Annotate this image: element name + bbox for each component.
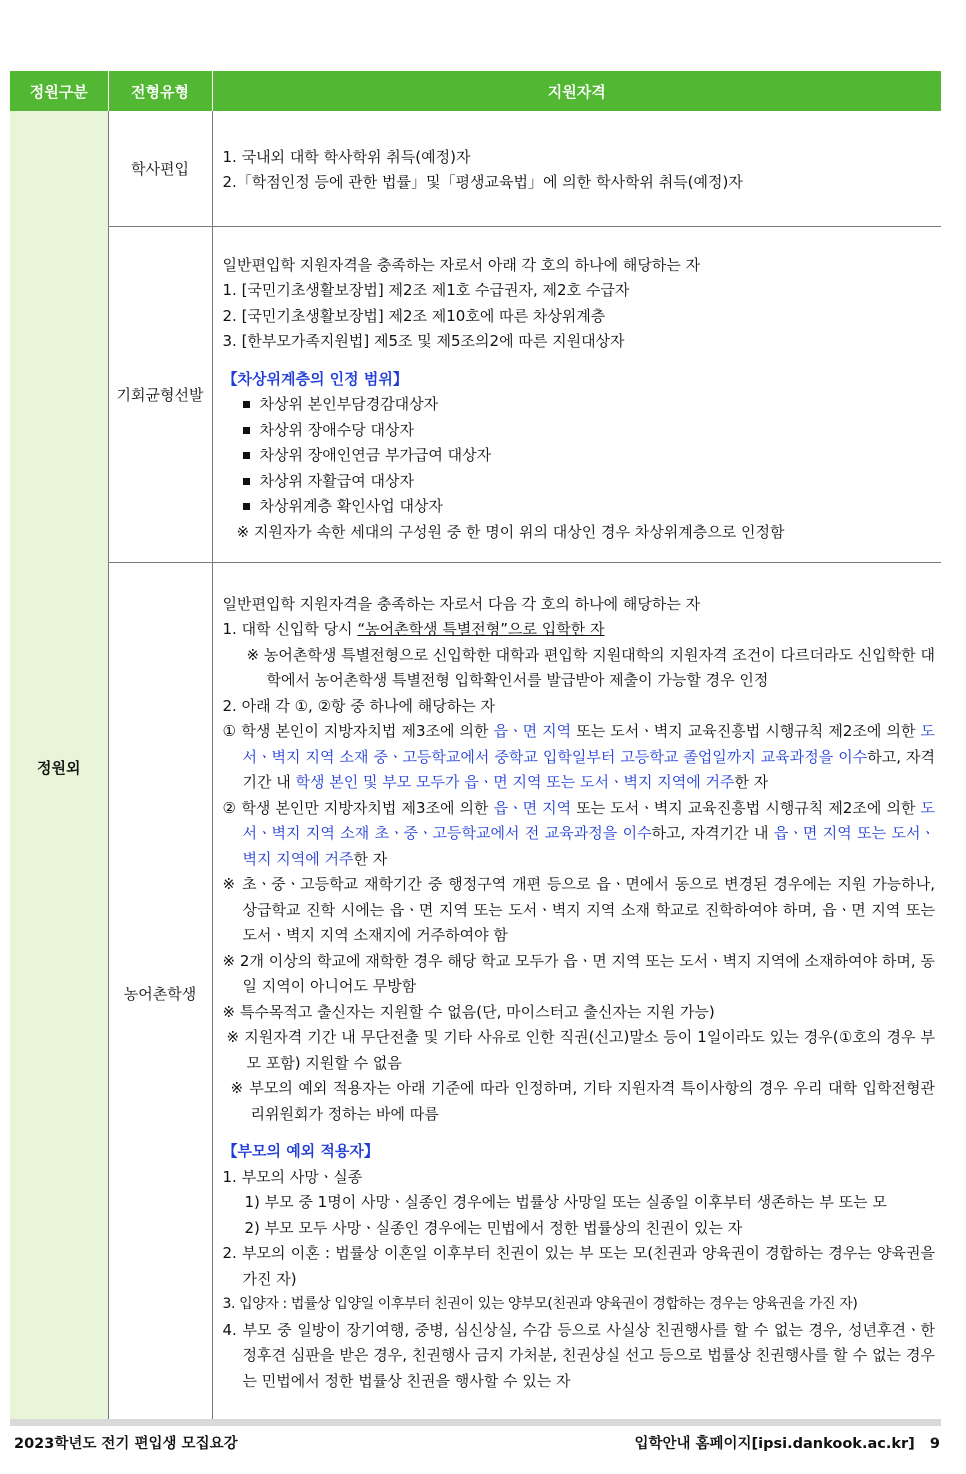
qualification-cell — [212, 562, 941, 1424]
category-cell: 정원외 — [10, 111, 108, 1424]
qualification-cell — [212, 226, 941, 562]
header-quota: 정원구분 — [10, 71, 108, 111]
type-cell: 농어촌학생 — [108, 562, 212, 1424]
bullet-item: 차상위계층 확인사업 대상자 — [223, 494, 936, 520]
exception-subitem: 2) 부모 모두 사망ㆍ실종인 경우에는 민법에서 정한 법률상의 친권이 있는 자 — [244, 1218, 743, 1237]
bullet-item: 차상위 자활급여 대상자 — [223, 469, 936, 495]
qualification-cell — [212, 111, 941, 226]
intro-text: 일반편입학 지원자격을 충족하는 자로서 다음 각 호의 하나에 해당하는 자 — [222, 594, 701, 613]
note-text: ※ 농어촌학생 특별전형으로 신입학한 대학과 편입학 지원대학의 지원자격 조건이 다르더라도 신입학한 대학에서 농어촌학생 특별전형 입학확인서를 발급받아 제출이 가능할 경우 인정 — [246, 645, 935, 690]
footer-title: 2023학년도 전기 편입생 모집요강 — [14, 1436, 238, 1452]
qualification-item: 1. [국민기초생활보장법] 제2조 제1호 수급권자, 제2호 수급자 — [222, 281, 630, 300]
qualification-line: 1. 국내외 대학 학사학위 취득(예정)자 — [222, 147, 471, 166]
exception-item: 2. 부모의 이혼 : 법률상 이혼일 이후부터 친권이 있는 부 또는 모(친권과 양육권이 경합하는 경우는 양육권을 가진 자) — [222, 1244, 935, 1288]
header-qualification: 지원자격 — [212, 71, 941, 111]
exception-item: 4. 부모 중 일방이 장기여행, 중병, 심신상실, 수감 등으로 사실상 친권행사를 할 수 없는 경우, 성년후견ㆍ한정후견 심판을 받은 경우, 친권행사 금지 가처분, 친권상실 선고 등으로 법률상 친권행사를 할 수 없는 경우는 민법에서 정한 법률상 친권을 행사할 수 있는 자 — [222, 1320, 935, 1390]
qualification-item: 3. [한부모가족지원법] 제5조 및 제5조의2에 따른 지원대상자 — [222, 332, 625, 351]
type-cell: 기회균형선발 — [108, 226, 212, 562]
bullet-item: 차상위 장애수당 대상자 — [223, 418, 936, 444]
footer-homepage-page-number: 입학안내 홈페이지[ipsi.dankook.ac.kr] 9 — [634, 1436, 940, 1452]
bullet-item: 차상위 본인부담경감대상자 — [223, 392, 936, 418]
table-row — [10, 226, 941, 562]
table-row — [10, 111, 941, 226]
square-bullet-icon — [243, 452, 250, 459]
condition-1: ① 학생 본인이 지방자치법 제3조에 의한 읍ㆍ면 지역 또는 도서ㆍ벽지 교육진흥법 시행규칙 제2조에 의한 도서ㆍ벽지 지역 소재 중ㆍ고등학교에서 중학교 입학일부터 고등학교 졸업일까지 교육과정을 이수하고, 자격기간 내 학생 본인 및 부모 모두가 읍ㆍ면 지역 또는 도서ㆍ벽지 지역에 거주한 자 — [222, 722, 936, 792]
exception-item: 3. 입양자 : 법률상 입양일 이후부터 친권이 있는 양부모(친권과 양육권이 경합하는 경우는 양육권을 가진 자) — [222, 1296, 858, 1313]
condition-2: ② 학생 본인만 지방자치법 제3조에 의한 읍ㆍ면 지역 또는 도서ㆍ벽지 교육진흥법 시행규칙 제2조에 의한 도서ㆍ벽지 지역 소재 초ㆍ중ㆍ고등학교에서 전 교육과정을 이수하고, 자격기간 내 읍ㆍ면 지역 또는 도서ㆍ벽지 지역에 거주한 자 — [222, 798, 936, 868]
square-bullet-icon — [243, 401, 250, 408]
exception-subitem: 1) 부모 중 1명이 사망ㆍ실종인 경우에는 법률상 사망일 또는 실종일 이후부터 생존하는 부 또는 모 — [244, 1193, 887, 1212]
square-bullet-icon — [243, 503, 250, 510]
type-cell: 학사편입 — [108, 111, 212, 226]
note-text: ※ 지원자격 기간 내 무단전출 및 기타 사유로 인한 직권(신고)말소 등이 1일이라도 있는 경우(①호의 경우 부모 포함) 지원할 수 없음 — [226, 1028, 935, 1072]
section-title: 【부모의 예외 적용자】 — [222, 1142, 379, 1161]
qualification-line: 2.「학점인정 등에 관한 법률」및「평생교육법」에 의한 학사학위 취득(예정)자 — [222, 173, 743, 192]
qualification-item: 1. 대학 신입학 당시 “농어촌학생 특별전형”으로 입학한 자 — [222, 620, 605, 639]
qualification-item: 2. [국민기초생활보장법] 제2조 제10호에 따른 차상위계층 — [222, 306, 606, 325]
exception-item: 1. 부모의 사망ㆍ실종 — [222, 1167, 363, 1186]
footer-divider — [10, 1419, 941, 1426]
section-title: 【차상위계층의 인정 범위】 — [222, 369, 408, 388]
note-text: ※ 지원자가 속한 세대의 구성원 중 한 명이 위의 대상인 경우 차상위계층으로 인정함 — [236, 522, 785, 541]
header-type: 전형유형 — [108, 71, 212, 111]
intro-text: 일반편입학 지원자격을 충족하는 자로서 아래 각 호의 하나에 해당하는 자 — [222, 255, 701, 274]
square-bullet-icon — [243, 427, 250, 434]
admission-qualification-table — [10, 71, 941, 1425]
table-header-row — [10, 71, 941, 111]
square-bullet-icon — [243, 478, 250, 485]
bullet-item: 차상위 장애인연금 부가급여 대상자 — [223, 443, 936, 469]
note-text: ※ 특수목적고 출신자는 지원할 수 없음(단, 마이스터고 출신자는 지원 가능) — [222, 1002, 715, 1021]
note-text: ※ 부모의 예외 적용자는 아래 기준에 따라 인정하며, 기타 지원자격 특이사항의 경우 우리 대학 입학전형관리위원회가 정하는 바에 따름 — [230, 1079, 935, 1123]
note-text: ※ 2개 이상의 학교에 재학한 경우 해당 학교 모두가 읍ㆍ면 지역 또는 도서ㆍ벽지 지역에 소재하여야 하며, 동일 지역이 아니어도 무방함 — [222, 951, 935, 996]
table-row — [10, 562, 941, 1424]
qualification-item: 2. 아래 각 ①, ②항 중 하나에 해당하는 자 — [222, 696, 495, 715]
note-text: ※ 초ㆍ중ㆍ고등학교 재학기간 중 행정구역 개편 등으로 읍ㆍ면에서 동으로 변경된 경우에는 지원 가능하나, 상급학교 진학 시에는 읍ㆍ면 지역 또는 도서ㆍ벽지 지역 소재 학교로 진학하여야 하며, 읍ㆍ면 지역 또는 도서ㆍ벽지 지역 소재지에 거주하여야 함 — [222, 875, 935, 945]
